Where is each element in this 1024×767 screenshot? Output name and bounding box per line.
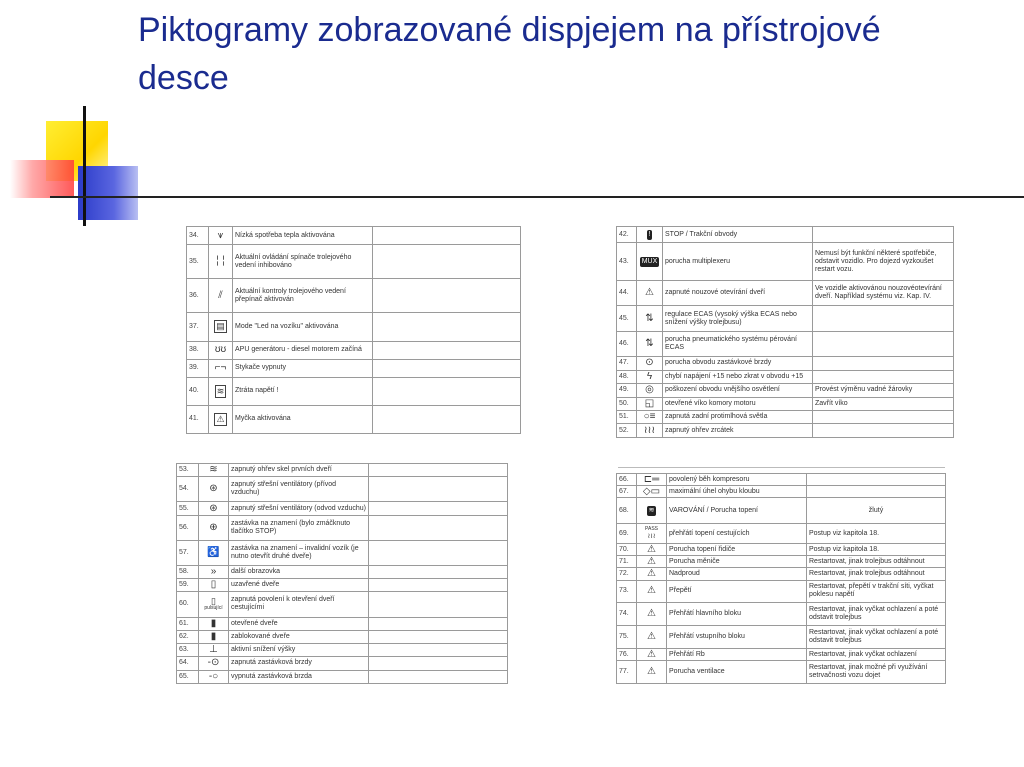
table-row: 50. ◱ otevřené víko komory motoru Zavřít víko: [617, 397, 954, 410]
logo-vertical-line: [83, 106, 86, 226]
table-row: 34. ⩛ Nízká spotřeba tepla aktivována: [187, 227, 521, 245]
table-row: 76. ⚠ Přehřátí Rb Restartovat, jinak vyčkat ochlazení: [617, 649, 946, 661]
door-open-icon: ▮: [199, 617, 229, 630]
stop-icon: !: [637, 227, 663, 243]
table-row: 51. ○≡ zapnutá zadní protimlhová světla: [617, 410, 954, 423]
wheelchair-icon: ♿: [199, 540, 229, 565]
washer-warning-icon: ⚠: [209, 405, 233, 433]
table-row: 73. ⚠ Přepětí Restartovat, přepětí v trakční síti, vyčkat poklesu napětí: [617, 580, 946, 603]
glass-heating-icon: ≋: [199, 464, 229, 477]
ecas-icon: ⇅: [637, 306, 663, 331]
trolley-lines-icon: ⫽: [209, 279, 233, 313]
table-row: 71. ⚠ Porucha měniče Restartovat, jinak trolejbus odtáhnout: [617, 556, 946, 568]
page-title: Piktogramy zobrazované dispjejem na přístrojové desce: [138, 11, 881, 97]
mux-icon: MUX: [637, 243, 663, 280]
table-row: 37. ▤ Mode "Led na vozíku" aktivována: [187, 313, 521, 341]
table-row: 52. ≀≀≀ zapnutý ohřev zrcátek: [617, 424, 954, 438]
table-row: 42. ! STOP / Trakční obvody: [617, 227, 954, 243]
stop-request-icon: ⊕: [199, 515, 229, 540]
warning-icon: ⚠: [637, 661, 667, 684]
pictogram-table-34-41: [186, 226, 521, 434]
joint-angle-icon: ◇▭: [637, 486, 667, 498]
ecas-fault-icon: ⇅: [637, 331, 663, 356]
table-row: 39. ⌐¬ Stykače vypnuty: [187, 359, 521, 377]
logo-blue-square: [78, 166, 138, 220]
table-row: 64. -⊙ zapnutá zastávková brzdy: [177, 657, 508, 670]
passenger-heating-icon: PASS ≀≀≀: [637, 524, 667, 544]
table-row: 63. ⊥ aktivní snížení výšky: [177, 644, 508, 657]
table-row: 75. ⚠ Přehřátí vstupního bloku Restartovat, jinak vyčkat ochlazení a poté odstavit trolejbus: [617, 626, 946, 649]
door-permit-icon: ▯ pulsující: [199, 592, 229, 617]
table-row: 68. ≋ VAROVÁNÍ / Porucha topení žlutý: [617, 498, 946, 524]
heating-icon: ⩛: [209, 227, 233, 245]
emergency-door-icon: ⚠: [637, 280, 663, 305]
trolley-poles-icon: ╎╎: [209, 245, 233, 279]
mirror-heating-icon: ≀≀≀: [637, 424, 663, 438]
contactor-icon: ⌐¬: [209, 359, 233, 377]
power-fault-icon: ϟ: [637, 370, 663, 383]
sos-icon: ≋: [209, 377, 233, 405]
table-row: 65. -○ vypnutá zastávková brzda: [177, 670, 508, 683]
table-top-rule: [618, 467, 945, 468]
apu-generator-icon: ʊʊ: [209, 341, 233, 359]
roof-fan-out-icon: ⊛: [199, 502, 229, 515]
warning-icon: ⚠: [637, 556, 667, 568]
table-row: 57. ♿ zastávka na znamení – invalidní vozík (je nutno otevřít druhé dveře): [177, 540, 508, 565]
door-blocked-icon: ▮: [199, 630, 229, 643]
warning-icon: ⚠: [637, 603, 667, 626]
table-row: 70. ⚠ Porucha topení řidiče Postup viz kapitola 18.: [617, 544, 946, 556]
table-row: 48. ϟ chybí napájení +15 nebo zkrat v obvodu +15: [617, 370, 954, 383]
pictogram-table-53-65: [176, 463, 508, 684]
table-row: 46. ⇅ porucha pneumatického systému pérování ECAS: [617, 331, 954, 356]
table-row: 55. ⊛ zapnutý střešní ventilátory (odvod vzduchu): [177, 502, 508, 515]
title-underline: [50, 196, 1024, 198]
stop-brake-on-icon: -⊙: [199, 657, 229, 670]
table-row: 59. ▯ uzavřené dveře: [177, 579, 508, 592]
table-row: 77. ⚠ Porucha ventilace Restartovat, jinak možné při využívání setrvačnosti vozu dojet: [617, 661, 946, 684]
table-row: 61. ▮ otevřené dveře: [177, 617, 508, 630]
pictogram-table-42-52: [616, 226, 954, 438]
table-row: 72. ⚠ Nadproud Restartovat, jinak trolejbus odtáhnout: [617, 568, 946, 580]
roof-fan-in-icon: ⊛: [199, 477, 229, 502]
table-row: 38. ʊʊ APU generátoru - diesel motorem začíná: [187, 341, 521, 359]
engine-lid-icon: ◱: [637, 397, 663, 410]
table-row: 49. ◎ poškození obvodu vnějšího osvětlení Provést výměnu vadné žárovky: [617, 384, 954, 397]
table-row: 35. ╎╎ Aktuální ovládání spínače trolejového vedení inhibováno: [187, 245, 521, 279]
next-screen-icon: »: [199, 565, 229, 578]
warning-icon: ⚠: [637, 544, 667, 556]
heater-icon: ≋: [637, 498, 667, 524]
rear-fog-icon: ○≡: [637, 410, 663, 423]
table-row: 44. ⚠ zapnuté nouzové otevírání dveří Ve vozidle aktivovánou nouzovéotevírání dveří. Například systému viz. Kap. IV.: [617, 280, 954, 305]
warning-icon: ⚠: [637, 580, 667, 603]
warning-icon: ⚠: [637, 649, 667, 661]
table-row: 54. ⊛ zapnutý střešní ventilátory (přívod vzduchu): [177, 477, 508, 502]
table-row: 43. MUX porucha multiplexeru Nemusí být funkční některé spotřebiče, odstavit vozidlo. Pro dojezd vyzkoušet restart vozu.: [617, 243, 954, 280]
table-row: 40. ≋ Ztráta napětí !: [187, 377, 521, 405]
table-row: 41. ⚠ Myčka aktivována: [187, 405, 521, 433]
table-row: 53. ≋ zapnutý ohřev skel prvních dveří: [177, 464, 508, 477]
table-row: 56. ⊕ zastávka na znamení (bylo zmáčknuto tlačítko STOP): [177, 515, 508, 540]
stop-brake-off-icon: -○: [199, 670, 229, 683]
warning-icon: ⚠: [637, 568, 667, 580]
table-row: 74. ⚠ Přehřátí hlavního bloku Restartovat, jinak vyčkat ochlazení a poté odstavit trolejbus: [617, 603, 946, 626]
table-row: 58. » další obrazovka: [177, 565, 508, 578]
pictogram-table-66-77: [616, 473, 946, 684]
logo-red-bar: [10, 160, 74, 198]
warning-icon: ⚠: [637, 626, 667, 649]
table-row: 36. ⫽ Aktuální kontroly trolejového vedení přepínač aktivován: [187, 279, 521, 313]
table-row: 60. ▯ pulsující zapnutá povolení k otevření dveří cestujícími: [177, 592, 508, 617]
table-row: 67. ◇▭ maximální úhel ohybu kloubu: [617, 486, 946, 498]
brake-icon: ⊙: [637, 357, 663, 370]
compressor-icon: ⊏═: [637, 474, 667, 486]
table-row: 45. ⇅ regulace ECAS (vysoký výška ECAS nebo snížení výšky trolejbusu): [617, 306, 954, 331]
lamp-fault-icon: ◎: [637, 384, 663, 397]
table-row: 66. ⊏═ povolený běh kompresoru: [617, 474, 946, 486]
height-lowering-icon: ⊥: [199, 644, 229, 657]
door-closed-icon: ▯: [199, 579, 229, 592]
table-row: 69. PASS ≀≀≀ přehřátí topení cestujících Postup viz kapitola 18.: [617, 524, 946, 544]
table-row: 47. ⊙ porucha obvodu zastávkové brzdy: [617, 357, 954, 370]
table-row: 62. ▮ zablokované dveře: [177, 630, 508, 643]
trolley-mode-icon: ▤: [209, 313, 233, 341]
